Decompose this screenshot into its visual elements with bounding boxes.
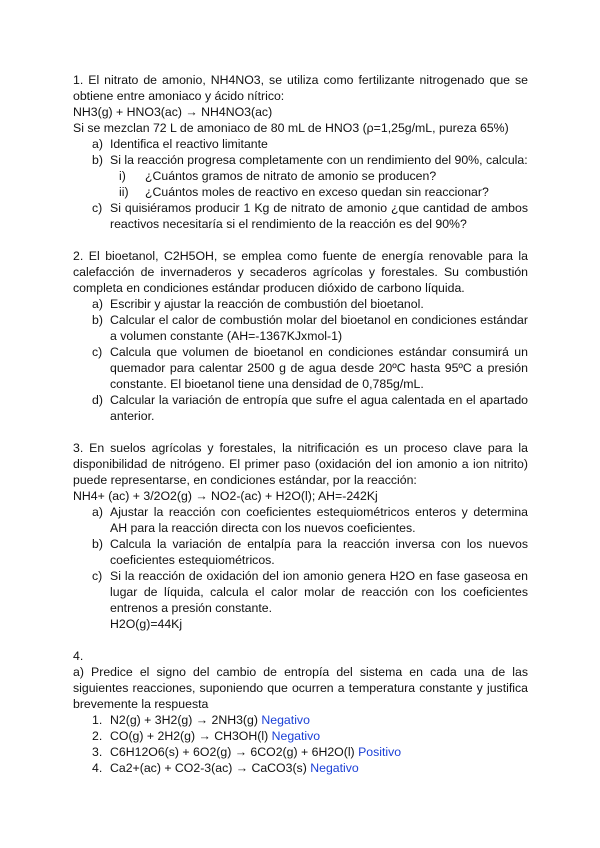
q4-item-2-answer: Negativo	[271, 729, 321, 743]
q3-item-b-text: Calcula la variación de entalpía para la reacción inversa con los nuevos coeficientes estequiométricos.	[110, 537, 528, 567]
q1-subitem-i-text: ¿Cuántos gramos de nitrato de amonio se producen?	[145, 169, 437, 183]
q1-subitem-ii-marker: ii)	[119, 185, 129, 199]
q4-item-2	[92, 728, 528, 744]
q3-item-a-text: Ajustar la reacción con coeficientes estequiométricos enteros y determina AH para la reacción directa con los nuevos coeficientes.	[110, 505, 528, 535]
q4-item-2-text: CO(g) + 2H2(g) → CH3OH(l)	[110, 729, 269, 743]
q1-equation: NH3(g) + HNO3(ac) → NH4NO3(ac)	[73, 105, 273, 119]
q4-item-4	[92, 760, 528, 776]
q3-item-a	[92, 504, 528, 536]
q4-item-3-marker: 3.	[92, 745, 103, 759]
q2-item-d	[92, 392, 528, 424]
q4-item-4-answer: Negativo	[310, 761, 359, 775]
q1-item-c	[92, 200, 528, 232]
q2-item-b-text: Calcular el calor de combustión molar del bioetanol en condiciones estándar a volumen constante (AH=-1367KJxmol-1)	[110, 313, 528, 343]
q4-item-3	[92, 744, 528, 760]
question-1	[73, 72, 528, 232]
q1-item-a-marker: a)	[92, 137, 103, 151]
q3-extra: H2O(g)=44Kj	[110, 617, 183, 631]
q2-item-c-text: Calcula que volumen de bioetanol en condiciones estándar consumirá un quemador para calentar 2500 g de agua desde 20ºC hasta 95ºC a presión constante. El bioetanol tiene una densidad de 0,785g/mL.	[110, 345, 528, 391]
q1-item-c-marker: c)	[92, 201, 103, 215]
q4-item-4-text: Ca2+(ac) + CO2-3(ac) → CaCO3(s)	[110, 761, 307, 775]
q2-item-b	[92, 312, 528, 344]
q2-item-b-marker: b)	[92, 313, 103, 327]
q3-item-b	[92, 536, 528, 568]
q1-intro: 1. El nitrato de amonio, NH4NO3, se utiliza como fertilizante nitrogenado que se obtiene entre amoniaco y ácido nítrico:	[73, 73, 528, 103]
question-4	[73, 648, 528, 776]
question-2	[73, 248, 528, 424]
q4-item-3-text: C6H12O6(s) + 6O2(g) → 6CO2(g) + 6H2O(l)	[110, 745, 355, 759]
q1-data: Si se mezclan 72 L de amoniaco de 80 mL de HNO3 (ρ=1,25g/mL, pureza 65%)	[73, 121, 509, 135]
q3-equation: NH4+ (ac) + 3/2O2(g) → NO2-(ac) + H2O(l); AH=-242Kj	[73, 489, 378, 503]
q2-item-a-marker: a)	[92, 297, 103, 311]
q1-item-b	[92, 152, 528, 168]
q4-number: 4.	[73, 649, 84, 663]
q4-item-1-text: N2(g) + 3H2(g) → 2NH3(g)	[110, 713, 258, 727]
q3-item-b-marker: b)	[92, 537, 103, 551]
q1-subitem-i	[119, 168, 528, 184]
question-3	[73, 440, 528, 632]
q4-item-3-answer: Positivo	[358, 745, 402, 759]
q2-intro: 2. El bioetanol, C2H5OH, se emplea como fuente de energía renovable para la calefacción de invernaderos y secaderos agrícolas y forestales. Su combustión completa en condiciones estándar producen dióxido de carbono líquida.	[73, 249, 528, 295]
q1-item-b-marker: b)	[92, 153, 103, 167]
q3-intro: 3. En suelos agrícolas y forestales, la nitrificación es un proceso clave para la disponibilidad de nitrógeno. El primer paso (oxidación del ion amonio a ion nitrito) puede representarse, en condiciones estándar, por la reacción:	[73, 441, 528, 487]
q1-item-b-text: Si la reacción progresa completamente con un rendimiento del 90%, calcula:	[110, 153, 528, 167]
q4-item-1-marker: 1.	[92, 713, 103, 727]
q3-item-c-text: Si la reacción de oxidación del ion amonio genera H2O en fase gaseosa en lugar de líquida, calcula el calor molar de reacción con los coeficientes entrenos a presión constante.	[110, 569, 528, 615]
q2-item-a-text: Escribir y ajustar la reacción de combustión del bioetanol.	[110, 297, 424, 311]
q3-item-a-marker: a)	[92, 505, 103, 519]
q4-item-1	[92, 712, 528, 728]
q4-item-4-marker: 4.	[92, 761, 103, 775]
q1-item-a	[92, 136, 528, 152]
q1-item-c-text: Si quisiéramos producir 1 Kg de nitrato de amonio ¿que cantidad de ambos reactivos necesitaría si el rendimiento de la reacción es del 90%?	[110, 201, 528, 231]
q1-subitem-ii	[119, 184, 528, 200]
q2-item-c-marker: c)	[92, 345, 103, 359]
q4-intro: a) Predice el signo del cambio de entropía del sistema en cada una de las siguientes reacciones, suponiendo que ocurren a temperatura constante y justifica brevemente la respuesta	[73, 665, 528, 711]
q2-item-a	[92, 296, 528, 312]
q2-item-d-text: Calcular la variación de entropía que sufre el agua calentada en el apartado anterior.	[110, 393, 528, 423]
q3-item-c-marker: c)	[92, 569, 103, 583]
q3-item-c	[92, 568, 528, 616]
q4-item-1-answer: Negativo	[261, 713, 310, 727]
q2-item-d-marker: d)	[92, 393, 103, 407]
q1-subitem-i-marker: i)	[119, 169, 126, 183]
q4-item-2-marker: 2.	[92, 729, 103, 743]
q1-subitem-ii-text: ¿Cuántos moles de reactivo en exceso quedan sin reaccionar?	[145, 185, 489, 199]
q2-item-c	[92, 344, 528, 392]
q1-item-a-text: Identifica el reactivo limitante	[110, 137, 268, 151]
